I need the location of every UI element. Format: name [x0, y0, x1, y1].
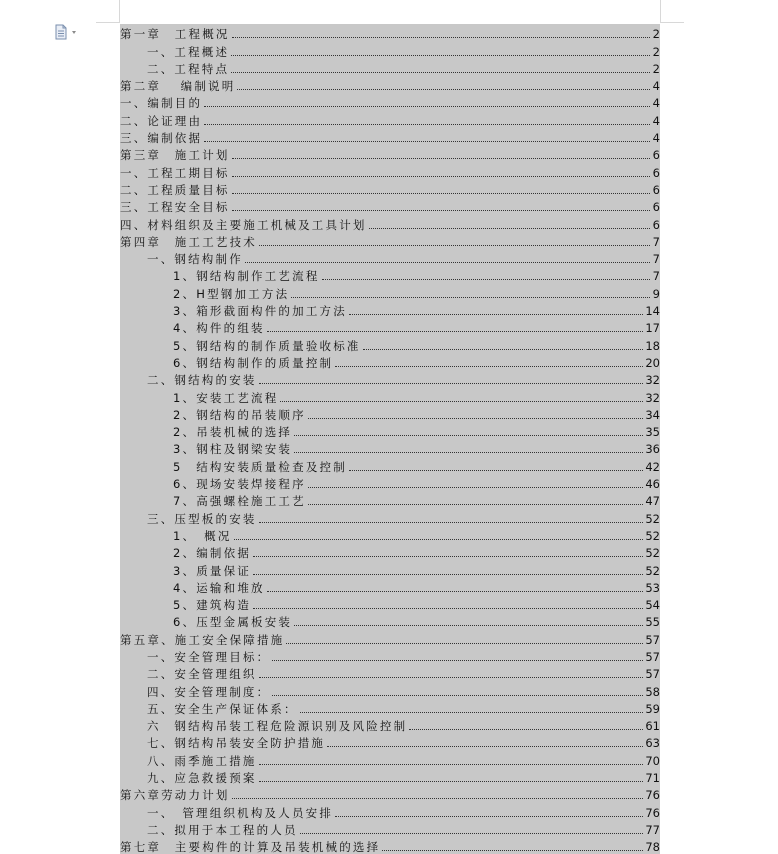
toc-entry-page-number: 7 [652, 252, 660, 267]
toc-dot-leader [300, 833, 644, 834]
toc-entry[interactable] [120, 699, 660, 716]
toc-entry[interactable] [120, 93, 660, 110]
toc-entry[interactable] [120, 681, 660, 698]
toc-entry-page-number: 76 [645, 788, 660, 803]
toc-entry-title: 第五章、施工安全保障措施 [120, 632, 285, 647]
toc-entry-title: 一、安全管理目标： [147, 649, 271, 664]
toc-entry[interactable] [120, 283, 660, 300]
toc-dot-leader [259, 383, 644, 384]
toc-entry[interactable] [120, 110, 660, 127]
toc-dot-leader [308, 418, 644, 419]
toc-entry-page-number: 4 [652, 131, 660, 146]
page-margin-guide-right [660, 0, 661, 22]
toc-entry[interactable] [120, 733, 660, 750]
toc-entry[interactable] [120, 387, 660, 404]
toc-dot-leader [259, 677, 644, 678]
toc-dot-leader [204, 106, 650, 107]
toc-dot-leader [237, 89, 650, 90]
toc-entry[interactable] [120, 750, 660, 767]
toc-dot-leader [363, 349, 644, 350]
toc-entry[interactable] [120, 422, 660, 439]
toc-entry-title: 一、 管理组织机构及人员安排 [147, 805, 334, 820]
toc-entry[interactable] [120, 249, 660, 266]
toc-dot-leader [232, 176, 650, 177]
toc-entry[interactable] [120, 768, 660, 785]
toc-entry-title: 三、编制依据 [120, 131, 203, 146]
toc-dot-leader [231, 55, 650, 56]
toc-entry[interactable] [120, 76, 660, 93]
toc-dot-leader [322, 279, 650, 280]
toc-entry-title: 一、工程概述 [147, 44, 230, 59]
toc-dot-leader [369, 228, 650, 229]
toc-entry-page-number: 53 [645, 580, 660, 595]
toc-entry-page-number: 46 [645, 477, 660, 492]
toc-entry-page-number: 2 [652, 27, 660, 42]
toc-entry-title: 5、钢结构的制作质量验收标准 [173, 338, 361, 353]
toc-entry[interactable] [120, 41, 660, 58]
toc-entry[interactable] [120, 439, 660, 456]
toc-entry-title: 4、运输和堆放 [173, 580, 265, 595]
toc-dot-leader [232, 210, 650, 211]
toc-entry-title: 6、压型金属板安装 [173, 615, 293, 630]
toc-entry-page-number: 52 [645, 528, 660, 543]
toc-entry-title: 七、钢结构吊装安全防护措施 [147, 736, 326, 751]
toc-entry-page-number: 61 [645, 719, 660, 734]
toc-entry-page-number: 2 [652, 44, 660, 59]
toc-entry-page-number: 6 [652, 200, 660, 215]
toc-entry[interactable] [120, 353, 660, 370]
toc-entry-title: 二、工程质量目标 [120, 182, 230, 197]
toc-dot-leader [308, 504, 644, 505]
toc-entry-title: 2、编制依据 [173, 546, 252, 561]
toc-dot-leader [300, 712, 644, 713]
toc-entry-title: 3、质量保证 [173, 563, 252, 578]
toc-entry-title: 6、钢结构制作的质量控制 [173, 355, 334, 370]
toc-entry-page-number: 52 [645, 563, 660, 578]
toc-dot-leader [232, 193, 650, 194]
toc-entry-title: 一、工程工期目标 [120, 165, 230, 180]
toc-entry-page-number: 52 [645, 546, 660, 561]
toc-entry[interactable] [120, 716, 660, 733]
toc-entry-page-number: 63 [645, 736, 660, 751]
toc-dot-leader [204, 124, 650, 125]
toc-dot-leader [204, 141, 650, 142]
toc-dot-leader [259, 781, 644, 782]
toc-entry-title: 二、论证理由 [120, 113, 203, 128]
toc-entry-page-number: 42 [645, 459, 660, 474]
toc-dot-leader [349, 470, 643, 471]
toc-entry-page-number: 58 [645, 684, 660, 699]
toc-entry[interactable] [120, 802, 660, 819]
page-margin-guide-left [119, 0, 120, 22]
toc-entry-title: 第一章 工程概况 [120, 27, 230, 42]
page-margin-guide-top-right [660, 22, 684, 23]
toc-entry-title: 1、 概况 [173, 528, 232, 543]
toc-entry-title: 三、工程安全目标 [120, 200, 230, 215]
toc-entry-page-number: 32 [645, 390, 660, 405]
toc-dot-leader [294, 452, 643, 453]
toc-entry-title: 2、吊装机械的选择 [173, 425, 293, 440]
toc-entry-title: 5 结构安装质量检查及控制 [173, 459, 347, 474]
toc-entry[interactable] [120, 820, 660, 837]
toc-entry-page-number: 78 [645, 840, 660, 854]
toc-dot-leader [245, 262, 650, 263]
toc-entry-page-number: 4 [652, 96, 660, 111]
toc-entry[interactable] [120, 491, 660, 508]
toc-entry-page-number: 14 [645, 304, 660, 319]
toc-dot-leader [294, 435, 643, 436]
toc-entry-title: 3、箱形截面构件的加工方法 [173, 304, 347, 319]
toc-dot-leader [267, 331, 644, 332]
toc-entry-title: 八、雨季施工措施 [147, 753, 257, 768]
toc-entry-page-number: 2 [652, 61, 660, 76]
toc-entry-page-number: 17 [645, 321, 660, 336]
toc-entry-title: 四、材料组织及主要施工机械及工具计划 [120, 217, 367, 232]
toc-entry-title: 1、安装工艺流程 [173, 390, 279, 405]
toc-dot-leader [280, 401, 643, 402]
toc-entry-page-number: 55 [645, 615, 660, 630]
toc-entry-title: 6、现场安装焊接程序 [173, 477, 306, 492]
toc-entry-page-number: 36 [645, 442, 660, 457]
toc-entry-title: 第三章 施工计划 [120, 148, 230, 163]
toc-entry[interactable] [120, 647, 660, 664]
toc-dot-leader [409, 729, 643, 730]
toc-entry-title: 第七章 主要构件的计算及吊装机械的选择 [120, 840, 381, 854]
toc-entry-title: 3、钢柱及钢梁安装 [173, 442, 293, 457]
toc-entry-page-number: 4 [652, 79, 660, 94]
toc-entry[interactable] [120, 370, 660, 387]
toc-entry[interactable] [120, 197, 660, 214]
toc-dot-leader [253, 608, 643, 609]
toc-entry[interactable] [120, 232, 660, 249]
toc-entry[interactable] [120, 664, 660, 681]
toc-entry[interactable] [120, 59, 660, 76]
toc-entry[interactable] [120, 612, 660, 629]
toc-entry-title: 1、钢结构制作工艺流程 [173, 269, 320, 284]
toc-entry[interactable] [120, 162, 660, 179]
toc-dot-leader [259, 764, 644, 765]
toc-entry[interactable] [120, 578, 660, 595]
toc-dot-leader [335, 816, 643, 817]
toc-entry-page-number: 57 [645, 632, 660, 647]
toc-entry[interactable] [120, 266, 660, 283]
toc-dot-leader [232, 798, 644, 799]
toc-entry[interactable] [120, 335, 660, 352]
toc-entry-title: 一、编制目的 [120, 96, 203, 111]
toc-entry-page-number: 6 [652, 217, 660, 232]
toc-entry-page-number: 20 [645, 355, 660, 370]
toc-entry-page-number: 57 [645, 649, 660, 664]
toc-entry-title: 四、安全管理制度： [147, 684, 271, 699]
table-of-contents [120, 24, 660, 854]
toc-entry-title: 六 钢结构吊装工程危险源识别及风险控制 [147, 719, 408, 734]
toc-entry-page-number: 7 [652, 269, 660, 284]
toc-dot-leader [382, 850, 643, 851]
toc-entry-title: 九、应急救援预案 [147, 771, 257, 786]
toc-entry[interactable] [120, 474, 660, 491]
toc-entry-page-number: 54 [645, 598, 660, 613]
toc-entry[interactable] [120, 508, 660, 525]
toc-dot-leader [308, 487, 644, 488]
toc-dot-leader [232, 37, 650, 38]
toc-entry[interactable] [120, 405, 660, 422]
toc-entry[interactable] [120, 318, 660, 335]
toc-entry-page-number: 35 [645, 425, 660, 440]
toc-entry-title: 第二章 编制说明 [120, 79, 236, 94]
toc-entry[interactable] [120, 24, 660, 41]
toc-entry-title: 五、安全生产保证体系： [147, 701, 298, 716]
toc-entry-title: 三、压型板的安装 [147, 511, 257, 526]
toc-entry-title: 二、工程特点 [147, 61, 230, 76]
toc-dot-leader [327, 746, 643, 747]
toc-entry-page-number: 9 [652, 286, 660, 301]
toc-dot-leader [335, 366, 643, 367]
toc-entry[interactable] [120, 526, 660, 543]
toc-entry-page-number: 34 [645, 407, 660, 422]
toc-entry-title: 4、构件的组装 [173, 321, 265, 336]
toc-dot-leader [253, 556, 643, 557]
toc-entry-title: 一、钢结构制作 [147, 252, 243, 267]
toc-dot-leader [294, 625, 643, 626]
toc-entry[interactable] [120, 629, 660, 646]
toc-entry-page-number: 7 [652, 234, 660, 249]
toc-entry[interactable] [120, 543, 660, 560]
toc-dot-leader [272, 660, 643, 661]
toc-entry-page-number: 32 [645, 373, 660, 388]
toc-entry-page-number: 18 [645, 338, 660, 353]
toc-entry-page-number: 59 [645, 701, 660, 716]
toc-dot-leader [272, 695, 643, 696]
toc-entry-page-number: 6 [652, 148, 660, 163]
toc-dot-leader [286, 643, 643, 644]
toc-entry[interactable] [120, 180, 660, 197]
toc-entry[interactable] [120, 560, 660, 577]
toc-dot-leader [259, 522, 644, 523]
paste-options-icon[interactable] [54, 24, 80, 40]
toc-dot-leader [232, 158, 650, 159]
toc-entry-title: 5、建筑构造 [173, 598, 252, 613]
toc-dot-leader [234, 539, 644, 540]
toc-entry-page-number: 77 [645, 822, 660, 837]
toc-entry[interactable] [120, 837, 660, 854]
toc-entry[interactable] [120, 214, 660, 231]
toc-entry-page-number: 57 [645, 667, 660, 682]
toc-entry[interactable] [120, 785, 660, 802]
toc-entry[interactable] [120, 145, 660, 162]
toc-entry-page-number: 70 [645, 753, 660, 768]
toc-entry[interactable] [120, 301, 660, 318]
toc-entry-page-number: 47 [645, 494, 660, 509]
toc-entry-page-number: 52 [645, 511, 660, 526]
toc-entry-page-number: 6 [652, 165, 660, 180]
toc-entry-title: 二、安全管理组织 [147, 667, 257, 682]
toc-dot-leader [259, 245, 650, 246]
toc-dot-leader [291, 297, 650, 298]
toc-dot-leader [231, 72, 650, 73]
toc-entry-title: 2、H型钢加工方法 [173, 286, 290, 301]
toc-entry-page-number: 76 [645, 805, 660, 820]
toc-entry-title: 2、钢结构的吊装顺序 [173, 407, 306, 422]
toc-entry[interactable] [120, 456, 660, 473]
page-margin-guide-top-left [96, 22, 120, 23]
toc-entry-title: 第六章劳动力计划 [120, 788, 230, 803]
toc-entry[interactable] [120, 595, 660, 612]
toc-entry-page-number: 6 [652, 182, 660, 197]
toc-entry-title: 二、钢结构的安装 [147, 373, 257, 388]
toc-dot-leader [349, 314, 643, 315]
toc-entry-page-number: 4 [652, 113, 660, 128]
toc-entry-title: 第四章 施工工艺技术 [120, 234, 257, 249]
toc-dot-leader [267, 591, 644, 592]
toc-entry-title: 7、高强螺栓施工工艺 [173, 494, 306, 509]
toc-entry-title: 二、拟用于本工程的人员 [147, 822, 298, 837]
toc-entry[interactable] [120, 128, 660, 145]
toc-entry-page-number: 71 [645, 771, 660, 786]
toc-dot-leader [253, 574, 643, 575]
